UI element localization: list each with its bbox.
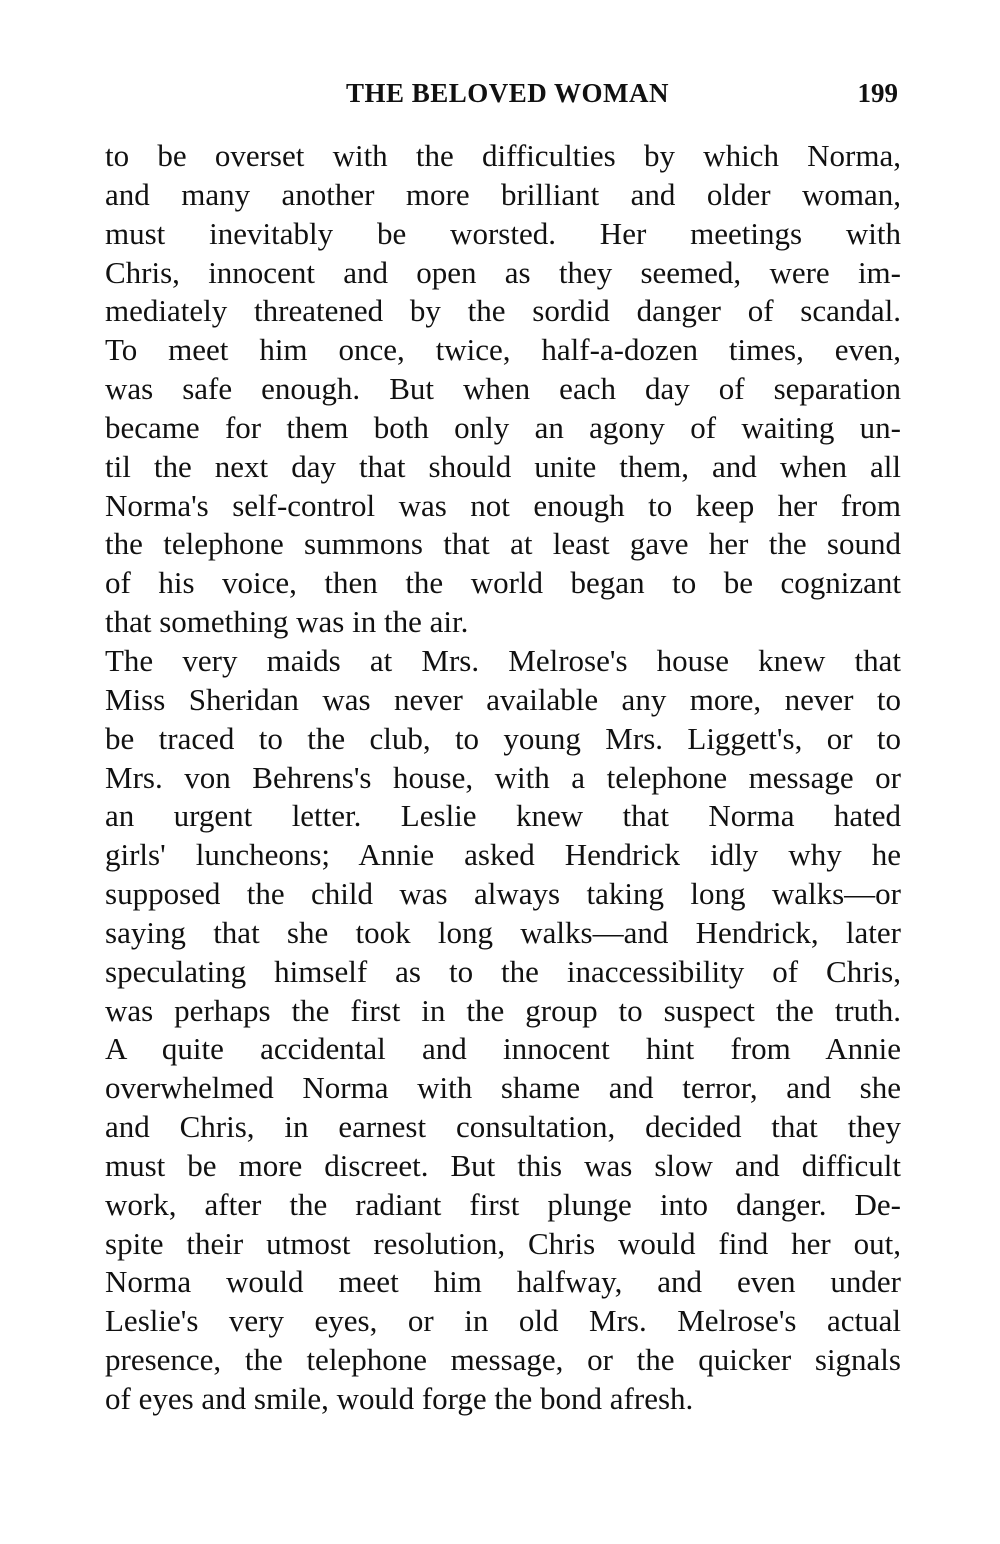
page-header [105, 78, 900, 118]
text-line: Chris, innocent and open as they seemed, were im- [105, 254, 901, 290]
text-line: To meet him once, twice, half-a-dozen times, even, [105, 332, 901, 368]
text-line: overwhelmed Norma with shame and terror, and she [105, 1070, 901, 1106]
text-line: work, after the radiant first plunge into danger. De- [105, 1186, 901, 1222]
text-line: girls' luncheons; Annie asked Hendrick idly why he [105, 837, 901, 873]
page-body [105, 137, 901, 1419]
text-line: be traced to the club, to young Mrs. Liggett's, or to [105, 720, 901, 756]
text-line: A quite accidental and innocent hint from Annie [105, 1031, 901, 1067]
text-line: must inevitably be worsted. Her meetings with [105, 215, 901, 251]
text-line: of eyes and smile, would forge the bond afresh. [105, 1381, 694, 1416]
text-line: became for them both only an agony of waiting un- [105, 409, 901, 445]
text-line: must be more discreet. But this was slow and difficult [105, 1147, 901, 1183]
text-line: of his voice, then the world began to be cognizant [105, 565, 901, 601]
text-line: Leslie's very eyes, or in old Mrs. Melrose's actual [105, 1303, 901, 1339]
text-line: The very maids at Mrs. Melrose's house knew that [105, 642, 901, 678]
text-line: the telephone summons that at least gave her the sound [105, 526, 901, 562]
text-line: saying that she took long walks—and Hendrick, later [105, 914, 901, 950]
running-title: THE BELOVED WOMAN [345, 78, 670, 108]
text-line: was safe enough. But when each day of separation [105, 371, 901, 407]
text-line: til the next day that should unite them, and when all [105, 448, 901, 484]
text-line: presence, the telephone message, or the quicker signals [105, 1342, 901, 1378]
text-line: an urgent letter. Leslie knew that Norma hated [105, 798, 901, 834]
text-line: Norma would meet him halfway, and even under [105, 1264, 901, 1300]
text-line: to be overset with the difficulties by which Norma, [105, 138, 901, 173]
page-number: 199 [857, 78, 898, 108]
text-line: spite their utmost resolution, Chris would find her out, [105, 1225, 901, 1261]
text-line: and many another more brilliant and older woman, [105, 176, 901, 212]
text-line: and Chris, in earnest consultation, decided that they [105, 1109, 901, 1145]
text-line: Mrs. von Behrens's house, with a telephone message or [105, 759, 901, 795]
text-line: speculating himself as to the inaccessibility of Chris, [105, 953, 901, 989]
text-line: Miss Sheridan was never available any more, never to [105, 681, 901, 717]
text-line: supposed the child was always taking long walks—or [105, 876, 901, 912]
text-line: Norma's self-control was not enough to keep her from [105, 487, 901, 523]
text-line: mediately threatened by the sordid danger of scandal. [105, 293, 901, 329]
text-line: that something was in the air. [105, 604, 469, 640]
text-line: was perhaps the first in the group to suspect the truth. [105, 992, 901, 1028]
